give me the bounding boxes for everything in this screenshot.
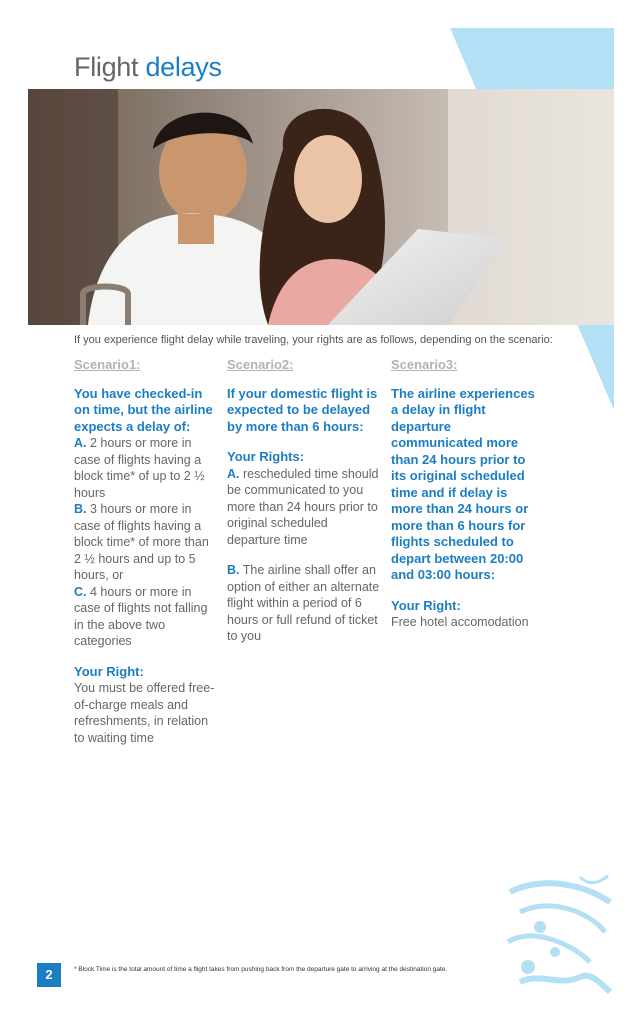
scenario3-heading: Scenario3: (391, 357, 458, 372)
scenario3-right-heading: Your Right: (391, 597, 461, 613)
scenario3-lead: The airline experiences a delay in flight departure communicated more than 24 hours prior to its original scheduled time and if delay is more than 24 hours or more than 6 hours for flights scheduled to depart between 20:00 and 03:00 hours: (391, 385, 535, 582)
page-title-part2: delays (145, 52, 222, 82)
scenario1-item-a: A. 2 hours or more in case of flights having a block time* of up to 2 ½ hours (74, 436, 205, 500)
scenario1-heading: Scenario1: (74, 357, 141, 372)
scenario1-column (74, 357, 219, 746)
scenario2-right-heading: Your Rights: (227, 449, 305, 464)
scenario1-right-heading: Your Right: (74, 663, 144, 679)
scenario2-lead: If your domestic flight is expected to be delayed by more than 6 hours: (227, 385, 378, 434)
scenario1-lead: You have checked-in on time, but the airline expects a delay of: (74, 385, 213, 434)
scenario1-right-text: You must be offered free-of-charge meals and refreshments, in relation to waiting time (74, 681, 215, 745)
page-number: 2 (37, 963, 61, 987)
scenario2-item-b: B. The airline shall offer an option of either an alternate flight within a period of 6 hours or full refund of ticket to you (227, 563, 380, 643)
footnote: * Block Time is the total amount of time a flight takes from pushing back from the departure gate to arriving at the destination gate. (74, 966, 448, 973)
scenario1-item-b: B. 3 hours or more in case of flights having a block time* of more than 2 ½ hours and up to 5 hours, or (74, 502, 209, 582)
couple-with-laptop-photo (28, 89, 614, 325)
scenario2-item-a: A. rescheduled time should be communicated to you more than 24 hours prior to original scheduled departure time (227, 466, 379, 547)
decorative-swirl-icon (500, 872, 618, 996)
scenario3-right-text: Free hotel accomodation (391, 615, 529, 629)
scenario1-item-c: C. 4 hours or more in case of flights not falling in the above two categories (74, 584, 208, 648)
spacer (227, 548, 383, 562)
page-title-part1: Flight (74, 52, 139, 82)
scenario2-heading: Scenario2: (227, 357, 294, 372)
intro-text: If you experience flight delay while traveling, your rights are as follows, depending on the scenario: (74, 334, 553, 346)
scenario3-column (391, 357, 541, 631)
scenario2-column (227, 357, 383, 645)
page-title (74, 52, 222, 83)
